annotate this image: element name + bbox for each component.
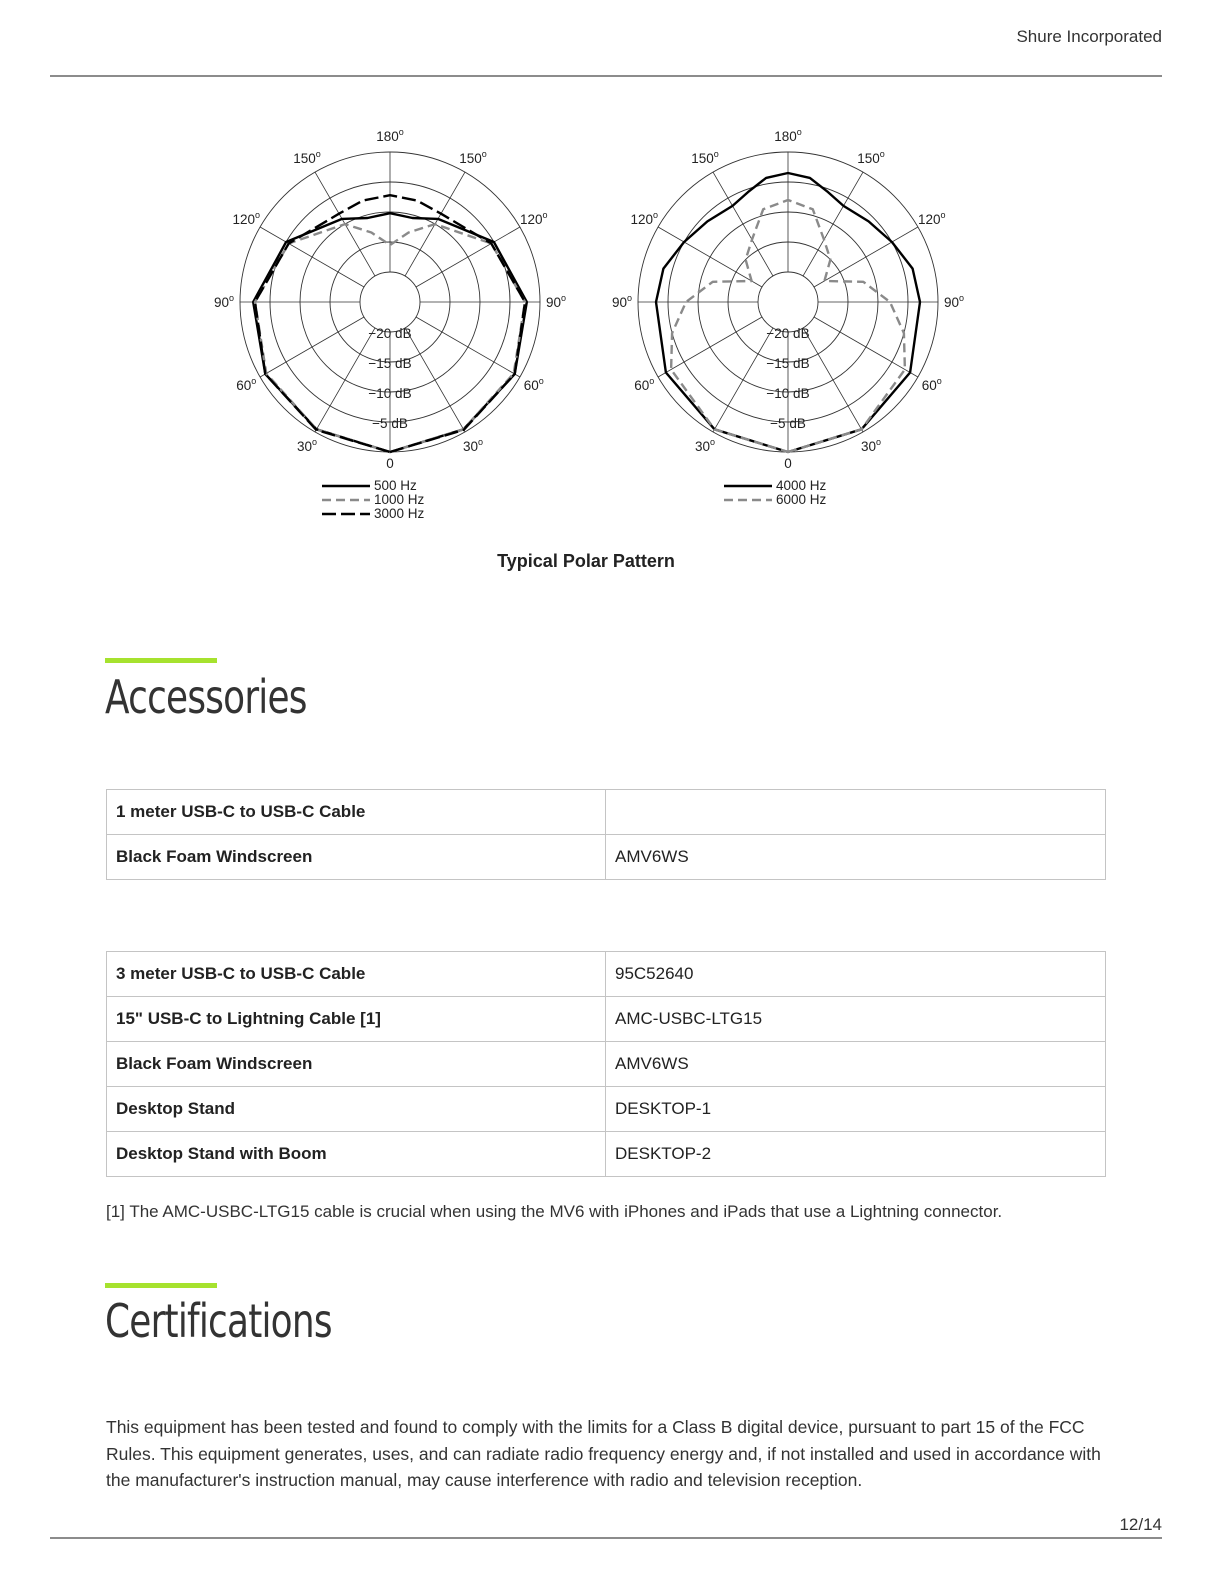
- polar-chart-left: [200, 128, 590, 528]
- accessory-part-number: [606, 790, 1106, 835]
- degree-mark: o: [315, 149, 321, 160]
- polar-angle-label: 150$^o$: [293, 149, 321, 167]
- certifications-body: This equipment has been tested and found to comply with the limits for a Class B digital device, pursuant to part 15 of the FCC Rules. This equipment generates, uses, and can radiate radio frequency energy and, if not installed and used in accordance with the manufacturer's instruction manual, may cause interference with radio and television reception.: [106, 1417, 1101, 1490]
- polar-spoke: [315, 328, 375, 432]
- accessory-part-number: AMV6WS: [606, 835, 1106, 880]
- table-row: [107, 952, 1106, 997]
- polar-angle-label: 30$^o$: [694, 436, 716, 454]
- degree-mark: o: [710, 436, 716, 447]
- degree-mark: o: [251, 376, 257, 386]
- polar-spoke: [814, 317, 918, 377]
- accessory-name: 3 meter USB-C to USB-C Cable: [107, 952, 606, 997]
- polar-spoke: [713, 172, 773, 276]
- polar-angle-label: 30$^o$: [462, 436, 484, 454]
- accessories-table-2: [106, 951, 1106, 1177]
- certifications-accent-bar: [105, 1283, 217, 1288]
- polar-angle-label: 30$^o$: [860, 436, 882, 454]
- polar-angle-label: 30$^o$: [296, 436, 318, 454]
- polar-db-label: −15 dB: [766, 356, 810, 371]
- legend-label: 6000 Hz: [776, 492, 827, 507]
- polar-spoke: [803, 172, 863, 276]
- table-row: [107, 835, 1106, 880]
- accessories-heading: Accessories: [105, 670, 307, 724]
- polar-angle-label: 0: [784, 456, 792, 471]
- polar-angle-label: 60$^o$: [921, 376, 942, 393]
- polar-spoke: [803, 328, 863, 432]
- table-row: [107, 790, 1106, 835]
- degree-mark: o: [542, 210, 548, 220]
- polar-angle-label: 0: [386, 456, 394, 471]
- degree-mark: o: [940, 210, 946, 220]
- polar-spoke: [658, 317, 762, 377]
- page-number: 12/14: [1119, 1515, 1162, 1534]
- table-row: [107, 1132, 1106, 1177]
- degree-mark: o: [561, 293, 567, 303]
- legend-label: 3000 Hz: [374, 506, 425, 521]
- polar-angle-label: 120$^o$: [519, 210, 548, 227]
- polar-angle-label: 180$^o$: [774, 128, 802, 144]
- polar-db-label: −5 dB: [372, 416, 408, 431]
- polar-angle-label: 150$^o$: [857, 149, 885, 167]
- accessories-footnote: [1] The AMC-USBC-LTG15 cable is crucial when using the MV6 with iPhones and iPads that use a Lightning connector.: [106, 1202, 1003, 1221]
- polar-angle-label: 90$^o$: [611, 293, 633, 310]
- polar-angle-label: 60$^o$: [634, 376, 655, 393]
- polar-plot-right: [598, 128, 988, 528]
- figure-caption: Typical Polar Pattern: [497, 551, 675, 571]
- accessory-part-number: AMV6WS: [606, 1042, 1106, 1087]
- polar-spoke: [260, 317, 364, 377]
- degree-mark: o: [478, 436, 484, 447]
- legend-label: 500 Hz: [374, 478, 417, 493]
- polar-spoke: [416, 317, 520, 377]
- degree-mark: o: [312, 436, 318, 447]
- degree-mark: o: [652, 210, 659, 220]
- footer-rule: [50, 1537, 1162, 1539]
- polar-angle-label: 90$^o$: [545, 293, 567, 310]
- polar-ring: [758, 272, 818, 332]
- polar-db-label: −5 dB: [770, 416, 806, 431]
- degree-mark: o: [879, 149, 885, 160]
- polar-angle-label: 90$^o$: [213, 293, 235, 310]
- polar-angle-label: 180$^o$: [376, 128, 404, 144]
- polar-angle-label: 90$^o$: [943, 293, 965, 310]
- table-row: [107, 997, 1106, 1042]
- accessories-table-1: [106, 789, 1106, 880]
- polar-angle-label: 120$^o$: [630, 210, 659, 227]
- accessory-part-number: DESKTOP-1: [606, 1087, 1106, 1132]
- accessory-name: Black Foam Windscreen: [107, 835, 606, 880]
- header-company: Shure Incorporated: [1016, 27, 1162, 46]
- polar-db-label: −15 dB: [368, 356, 412, 371]
- accessory-part-number: DESKTOP-2: [606, 1132, 1106, 1177]
- polar-angle-label: 60$^o$: [236, 376, 257, 393]
- degree-mark: o: [959, 293, 965, 303]
- polar-angle-label: 120$^o$: [232, 210, 261, 227]
- degree-mark: o: [254, 210, 261, 220]
- polar-angle-label: 150$^o$: [691, 149, 719, 167]
- accessory-part-number: 95C52640: [606, 952, 1106, 997]
- degree-mark: o: [398, 128, 404, 137]
- polar-angle-label: 150$^o$: [459, 149, 487, 167]
- degree-mark: o: [627, 293, 633, 303]
- legend-label: 4000 Hz: [776, 478, 827, 493]
- certifications-heading: Certifications: [105, 1294, 332, 1348]
- accessory-name: Desktop Stand: [107, 1087, 606, 1132]
- polar-angle-label: 60$^o$: [523, 376, 544, 393]
- degree-mark: o: [538, 376, 544, 386]
- polar-plot-left: [200, 128, 590, 528]
- accessory-name: 15" USB-C to Lightning Cable [1]: [107, 997, 606, 1042]
- degree-mark: o: [936, 376, 942, 386]
- accessory-name: Black Foam Windscreen: [107, 1042, 606, 1087]
- accessories-accent-bar: [105, 658, 217, 663]
- legend-label: 1000 Hz: [374, 492, 425, 507]
- polar-spoke: [713, 328, 773, 432]
- degree-mark: o: [796, 128, 802, 137]
- degree-mark: o: [876, 436, 882, 447]
- header-rule: [50, 75, 1162, 77]
- degree-mark: o: [481, 149, 487, 160]
- degree-mark: o: [229, 293, 235, 303]
- polar-spoke: [405, 328, 465, 432]
- polar-db-label: −10 dB: [766, 386, 810, 401]
- table-row: [107, 1042, 1106, 1087]
- polar-db-label: −20 dB: [368, 326, 412, 341]
- accessory-name: Desktop Stand with Boom: [107, 1132, 606, 1177]
- polar-db-label: −20 dB: [766, 326, 810, 341]
- degree-mark: o: [713, 149, 719, 160]
- accessory-part-number: AMC-USBC-LTG15: [606, 997, 1106, 1042]
- accessory-name: 1 meter USB-C to USB-C Cable: [107, 790, 606, 835]
- polar-ring: [360, 272, 420, 332]
- degree-mark: o: [649, 376, 655, 386]
- polar-chart-right: [598, 128, 988, 528]
- polar-db-label: −10 dB: [368, 386, 412, 401]
- table-row: [107, 1087, 1106, 1132]
- polar-angle-label: 120$^o$: [917, 210, 946, 227]
- polar-spoke: [260, 227, 364, 287]
